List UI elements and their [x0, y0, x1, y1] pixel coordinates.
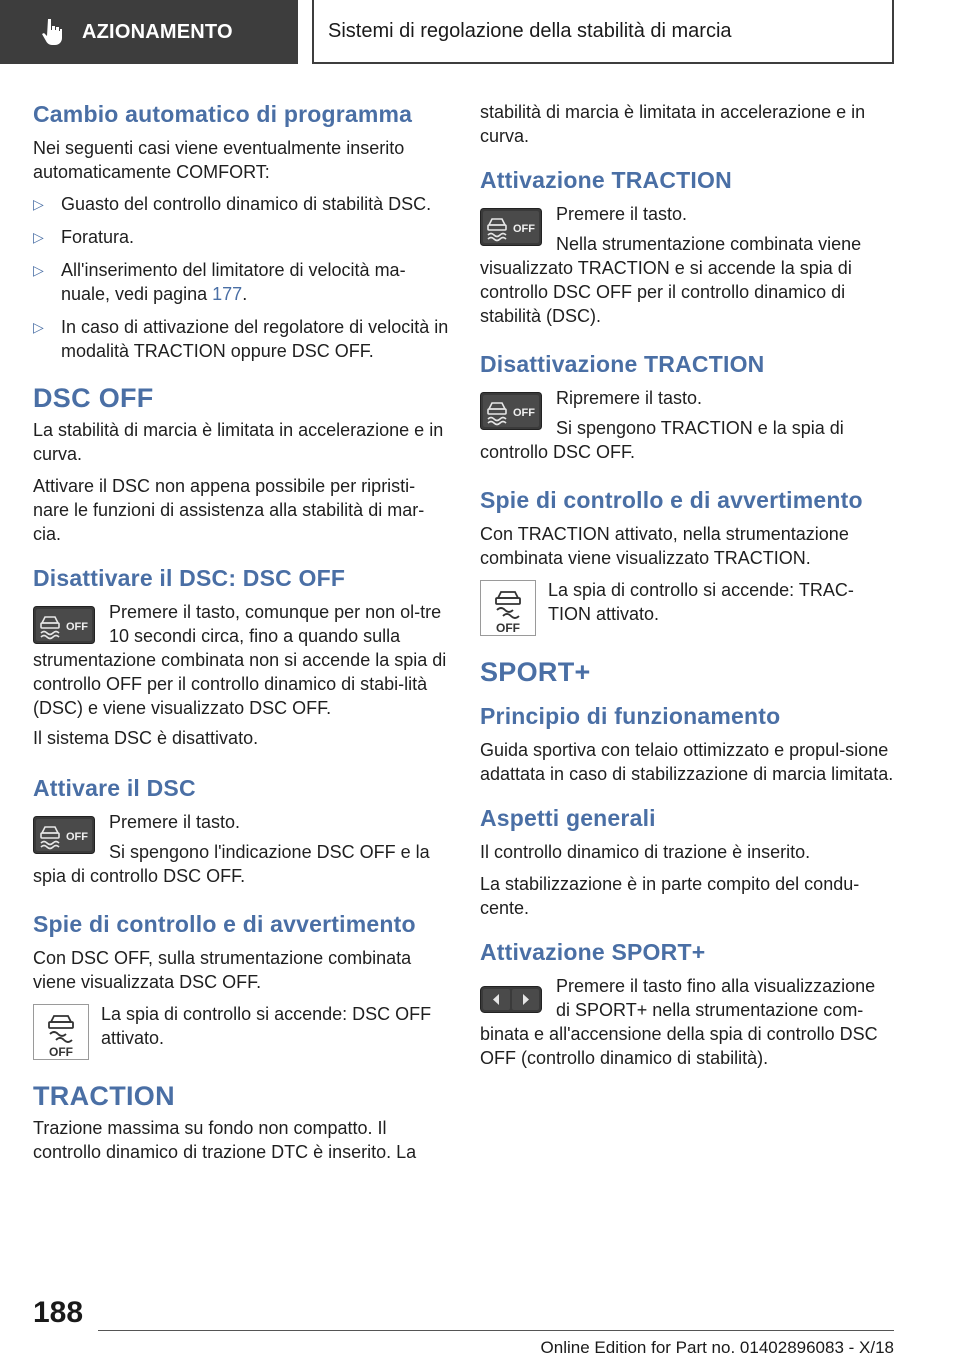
att-sport-row — [480, 974, 894, 1070]
svg-text:OFF: OFF — [496, 621, 520, 635]
text-dsc-off-1: La stabilità di marcia è limitata in accelerazione e in curva. — [33, 420, 444, 464]
text-principio: Guida sportiva con telaio ottimizzato e propul-sione adattata in caso di stabilizzazione di marcia limitata. — [480, 740, 894, 784]
text-cambio: Nei seguenti casi viene eventualmente inserito automaticamente COMFORT: — [33, 138, 405, 182]
triangle-bullet-icon: ▷ — [33, 229, 44, 245]
heading-traction: TRACTION — [33, 1081, 175, 1111]
triangle-bullet-icon: ▷ — [33, 262, 44, 278]
svg-text:OFF: OFF — [513, 223, 535, 235]
text-dis-1: Ripremere il tasto. — [556, 388, 703, 408]
svg-text:OFF: OFF — [66, 831, 88, 843]
text-attivare-1: Premere il tasto. — [109, 812, 241, 832]
text-spia-lamp-left: La spia di controllo si accende: DSC OFF attivato. — [101, 1004, 432, 1048]
heading-principio: Principio di funzionamento — [480, 703, 781, 729]
dsc-off-button-icon — [480, 392, 542, 430]
text-spie-right: Con TRACTION attivato, nella strumentazione combinata viene visualizzato TRACTION. — [480, 524, 849, 568]
heading-disattivazione-traction: Disattivazione TRACTION — [480, 351, 765, 377]
att-traction-row — [480, 202, 894, 328]
heading-attivazione-sport: Attivazione SPORT+ — [480, 939, 706, 965]
heading-spie-right: Spie di controllo e di avvertimento — [480, 487, 863, 513]
text-dsc-off-2: Attivare il DSC non appena possibile per ripristi-nare le funzioni di assistenza alla stabilità di mar-cia. — [33, 476, 425, 544]
triangle-bullet-icon: ▷ — [33, 319, 44, 335]
hand-pointer-icon — [40, 17, 64, 47]
lamp-row-right — [480, 578, 894, 635]
text-aspetti-1: Il controllo dinamico di trazione è inserito. — [480, 842, 811, 862]
text-dis-2: Si spengono TRACTION e la spia di controllo DSC OFF. — [480, 418, 844, 462]
heading-disattivare: Disattivare il DSC: DSC OFF — [33, 565, 346, 591]
text-att-2: Nella strumentazione combinata viene visualizzato TRACTION e si accende la spia di controllo DSC OFF per il controllo dinamico di stabilità (DSC). — [480, 234, 862, 326]
page-link[interactable]: 177 — [212, 284, 243, 304]
dsc-off-button-icon — [33, 816, 95, 854]
text-spie-left: Con DSC OFF, sulla strumentazione combinata viene visualizzata DSC OFF. — [33, 948, 412, 992]
heading-attivare: Attivare il DSC — [33, 775, 196, 801]
list-item: ▷ All'inserimento del limitatore di velocità ma-nuale, vedi pagina 177. — [33, 260, 406, 304]
header-chapter — [312, 0, 894, 64]
left-column — [33, 100, 449, 1172]
list-item: ▷ Guasto del controllo dinamico di stabilità DSC. — [33, 194, 432, 214]
list-item: ▷ Foratura. — [33, 227, 135, 247]
text-continued: stabilità di marcia è limitata in accelerazione e in curva. — [480, 102, 866, 146]
heading-dsc-off: DSC OFF — [33, 383, 154, 413]
chapter-title: Sistemi di regolazione della stabilità di marcia — [328, 19, 732, 42]
dis-traction-row — [480, 386, 894, 464]
lamp-row-left — [33, 1002, 449, 1059]
section-title: AZIONAMENTO — [82, 20, 233, 43]
heading-spie-left: Spie di controllo e di avvertimento — [33, 911, 416, 937]
heading-sport-plus: SPORT+ — [480, 657, 591, 687]
dsc-off-button-icon — [33, 606, 95, 644]
dsc-off-warning-lamp-icon — [480, 580, 536, 636]
text-att-sport: Premere il tasto fino alla visualizzazione di SPORT+ nella strumentazione com-binata e all'accensione della spia di controllo DSC OFF (controllo dinamico di stabilità). — [480, 976, 878, 1068]
page-number: 188 — [33, 1296, 84, 1329]
text-att-1: Premere il tasto. — [556, 204, 688, 224]
attivare-row — [33, 810, 449, 888]
svg-text:OFF: OFF — [49, 1045, 73, 1059]
text-spia-lamp-right: La spia di controllo si accende: TRAC-TION attivato. — [548, 580, 854, 624]
right-column — [480, 100, 894, 1076]
svg-text:OFF: OFF — [513, 407, 535, 419]
text-attivare-2: Si spengono l'indicazione DSC OFF e la spia di controllo DSC OFF. — [33, 842, 430, 886]
text-disattivato: Il sistema DSC è disattivato. — [33, 728, 259, 748]
footer-divider — [98, 1330, 894, 1331]
text-traction: Trazione massima su fondo non compatto. Il controllo dinamico di trazione DTC è inserito. La — [33, 1118, 417, 1162]
bullet-list — [33, 192, 449, 363]
footer-edition: Online Edition for Part no. 01402896083 - X/18 — [540, 1338, 894, 1357]
list-item: ▷ In caso di attivazione del regolatore di velocità in modalità TRACTION oppure DSC OFF. — [33, 317, 449, 361]
heading-attivazione-traction: Attivazione TRACTION — [480, 167, 732, 193]
svg-text:OFF: OFF — [66, 621, 88, 633]
driving-mode-button-icon — [480, 980, 542, 1018]
heading-cambio: Cambio automatico di programma — [33, 101, 413, 127]
dsc-off-button-icon — [480, 208, 542, 246]
dsc-off-warning-lamp-icon — [33, 1004, 89, 1060]
text-aspetti-2: La stabilizzazione è in parte compito del condu-cente. — [480, 874, 860, 918]
header-section-tab — [0, 0, 298, 64]
triangle-bullet-icon: ▷ — [33, 196, 44, 212]
disattivare-row — [33, 600, 449, 720]
text-disattivare: Premere il tasto, comunque per non ol-tre 10 secondi circa, fino a quando sulla strumentazione combinata non si accende la spia di controllo OFF per il controllo dinamico di stabi-lità (DSC) e viene visualizzato DSC OFF. — [33, 602, 447, 718]
heading-aspetti: Aspetti generali — [480, 805, 656, 831]
